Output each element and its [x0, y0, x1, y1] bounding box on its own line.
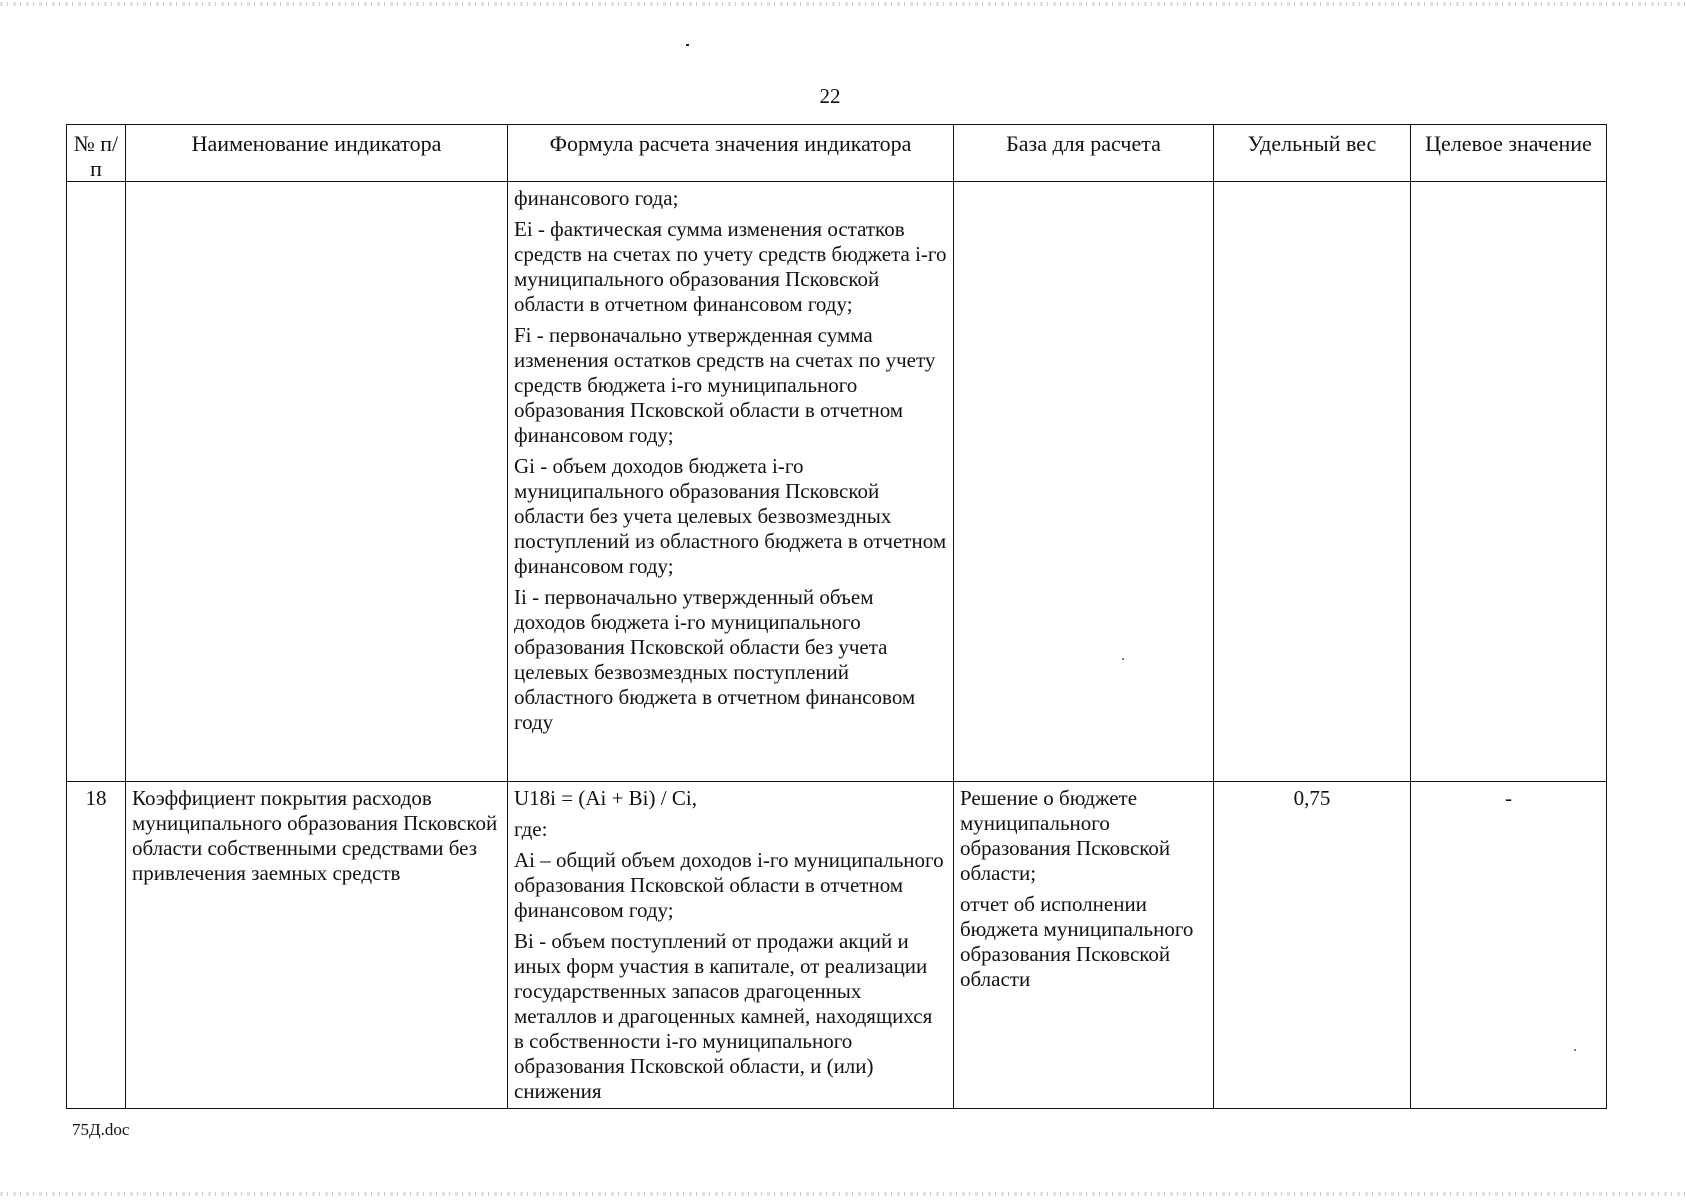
scan-edge-top — [0, 2, 1686, 6]
scan-speck — [686, 44, 689, 46]
page-number: 22 — [819, 84, 841, 108]
header-num: № п/п — [67, 125, 126, 182]
formula-line: Fi - первоначально утвержденная сумма изменения остатков средств на счетах по учету средств бюджета i-го муниципального образования Псковской области в отчетном финансовом году; — [514, 323, 936, 447]
cell-num — [67, 182, 126, 782]
header-target: Целевое значение — [1411, 125, 1607, 182]
formula-line: Ai – общий объем доходов i-го муниципального образования Псковской области в отчетном финансовом году; — [514, 848, 944, 922]
formula-line: U18i = (Ai + Bi) / Ci, — [514, 786, 697, 810]
indicator-table — [66, 124, 1607, 1109]
formula-line: Ii - первоначально утвержденный объем доходов бюджета i-го муниципального образования Псковской области без учета целевых безвозмездных поступлений областного бюджета в отчетном финансовом году — [514, 585, 916, 734]
header-base: База для расчета — [954, 125, 1214, 182]
cell-target: - — [1411, 782, 1607, 1109]
table-row-continuation — [67, 182, 1607, 782]
table-header-row — [67, 125, 1607, 182]
header-name: Наименование индикатора — [126, 125, 508, 182]
cell-base — [954, 782, 1214, 1109]
footer-filename: 75Д.doc — [72, 1120, 130, 1139]
formula-line: Ei - фактическая сумма изменения остатков средств на счетах по учету средств бюджета i-го муниципального образования Псковской области в отчетном финансовом году; — [514, 217, 947, 316]
cell-formula — [508, 182, 954, 782]
header-formula: Формула расчета значения индикатора — [508, 125, 954, 182]
base-line: Решение о бюджете муниципального образования Псковской области; — [960, 786, 1171, 885]
formula-line: Bi - объем поступлений от продажи акций и иных форм участия в капитале, от реализации государственных запасов драгоценных металлов и драгоценных камней, находящихся в собственности i-го муниципального образования Псковской области, и (или) снижения — [514, 929, 933, 1103]
formula-line: Gi - объем доходов бюджета i-го муниципального образования Псковской области без учета целевых безвозмездных поступлений из областного бюджета в отчетном финансовом году; — [514, 454, 947, 578]
cell-name — [126, 182, 508, 782]
formula-line: где: — [514, 817, 548, 841]
table-row-18 — [67, 782, 1607, 1109]
header-weight: Удельный вес — [1214, 125, 1411, 182]
cell-formula — [508, 782, 954, 1109]
base-line: отчет об исполнении бюджета муниципального образования Псковской области — [960, 892, 1194, 991]
scan-edge-bottom — [0, 1192, 1686, 1196]
cell-weight: 0,75 — [1214, 782, 1411, 1109]
cell-base — [954, 182, 1214, 782]
cell-weight — [1214, 182, 1411, 782]
cell-name: Коэффициент покрытия расходов муниципального образования Псковской области собственными средствами без привлечения заемных средств — [126, 782, 508, 1109]
cell-num: 18 — [67, 782, 126, 1109]
cell-target — [1411, 182, 1607, 782]
formula-line: финансового года; — [514, 186, 679, 210]
